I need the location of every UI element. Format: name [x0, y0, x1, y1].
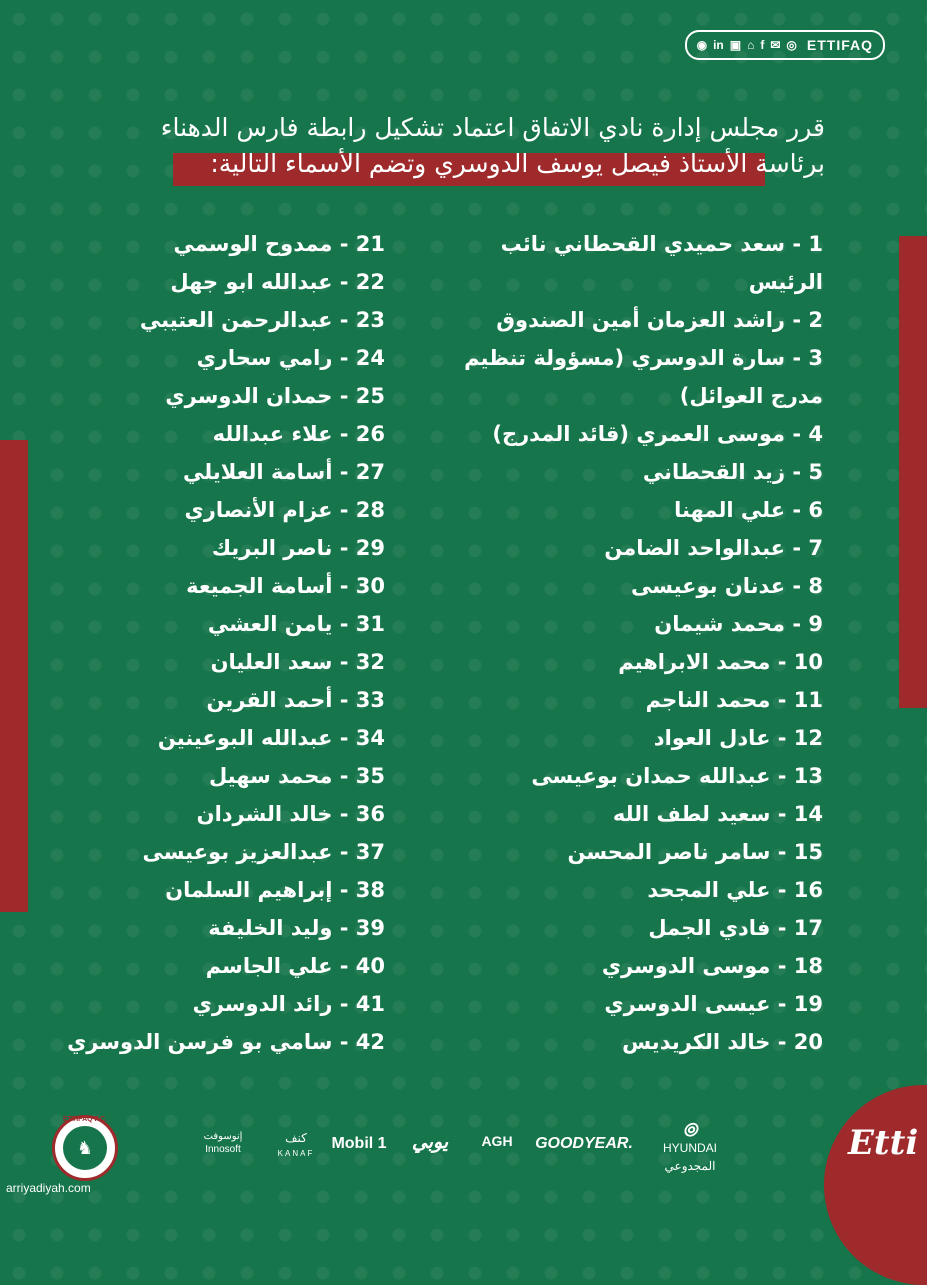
member-item: 19 - عيسى الدوسري	[604, 992, 823, 1016]
member-item: 32 - سعد العليان	[210, 650, 385, 674]
member-item: 20 - خالد الكريديس	[622, 1030, 823, 1054]
club-logo	[52, 1115, 118, 1181]
member-item: 10 - محمد الابراهيم	[618, 650, 823, 674]
member-item: 37 - عبدالعزيز بوعيسى	[142, 840, 385, 864]
agh-logo: AGH	[481, 1133, 513, 1149]
member-item: مدرج العوائل)	[679, 384, 823, 408]
innosoft-en: Innosoft	[205, 1144, 241, 1155]
brand-name: ETTIFAQ	[806, 37, 873, 53]
hyundai-ar: المجدوعي	[664, 1159, 716, 1173]
member-item: 26 - علاء عبدالله	[212, 422, 385, 446]
etti-logo-text: Etti	[848, 1123, 919, 1163]
member-item: 4 - موسى العمري (قائد المدرج)	[492, 422, 823, 446]
club-logo-text: ETTIFAQ F.C.	[63, 1116, 107, 1123]
horse-icon: ♞	[63, 1126, 107, 1170]
member-item: 18 - موسى الدوسري	[601, 954, 823, 978]
location-icon[interactable]: ◉	[696, 38, 708, 52]
member-item: 12 - عادل العواد	[653, 726, 823, 750]
member-item: 14 - سعيد لطف الله	[612, 802, 823, 826]
member-item: 16 - علي المجحد	[647, 878, 823, 902]
innosoft-logo	[188, 1130, 258, 1156]
member-item: 33 - أحمد القرين	[206, 688, 385, 712]
etti-badge	[824, 1085, 927, 1285]
members-list-left	[0, 225, 385, 1061]
member-item: 5 - زيد القحطاني	[642, 460, 823, 484]
member-item: 15 - سامر ناصر المحسن	[567, 840, 823, 864]
member-item: 13 - عبدالله حمدان بوعيسى	[531, 764, 823, 788]
dribbble-icon[interactable]: ◎	[786, 38, 797, 52]
member-item: 1 - سعد حميدي القحطاني نائب	[500, 232, 823, 256]
member-item: 8 - عدنان بوعيسى	[630, 574, 823, 598]
member-item: 3 - سارة الدوسري (مسؤولة تنظيم	[464, 346, 823, 370]
members-list-right	[423, 225, 823, 1061]
member-item: 31 - يامن العشي	[207, 612, 385, 636]
intro-line-2: برئاسة الأستاذ فيصل يوسف الدوسري وتضم الأسماء التالية:	[210, 149, 825, 178]
member-item: 27 - أسامة العلايلي	[183, 460, 385, 484]
member-item: 2 - راشد العزمان أمين الصندوق	[496, 308, 823, 332]
social-media-bar	[685, 30, 885, 60]
member-item: 17 - فادي الجمل	[648, 916, 823, 940]
member-item: 21 - ممدوح الوسمي	[173, 232, 385, 256]
facebook-icon[interactable]: f	[760, 38, 765, 52]
goodyear-logo: GOODYEAR.	[535, 1135, 633, 1152]
hyundai-logo	[644, 1121, 736, 1175]
intro-line-1: قرر مجلس إدارة نادي الاتفاق اعتماد تشكيل رابطة فارس الدهناء	[160, 113, 825, 142]
member-item: 22 - عبدالله ابو جهل	[170, 270, 385, 294]
member-item: 41 - رائد الدوسري	[192, 992, 385, 1016]
member-item: 11 - محمد الناجم	[645, 688, 823, 712]
instagram-icon[interactable]: ▣	[729, 38, 742, 52]
kanaf-en: KANAF	[277, 1149, 315, 1158]
member-item: 38 - إبراهيم السلمان	[165, 878, 385, 902]
kanaf-logo	[268, 1130, 324, 1162]
member-item: 9 - محمد شيمان	[654, 612, 823, 636]
member-item: 30 - أسامة الجميعة	[186, 574, 385, 598]
member-item: 36 - خالد الشردان	[196, 802, 385, 826]
member-item: 42 - سامي بو فرسن الدوسري	[67, 1030, 385, 1054]
member-item: الرئيس	[748, 270, 823, 294]
member-item: 34 - عبدالله البوعينين	[157, 726, 385, 750]
yobi-logo: يوبي	[411, 1132, 449, 1153]
member-item: 6 - علي المهنا	[674, 498, 823, 522]
mobil-logo: Mobil 1	[331, 1135, 387, 1152]
member-item: 23 - عبدالرحمن العتيبي	[139, 308, 385, 332]
source-credit: arriyadiyah.com	[6, 1181, 91, 1195]
right-red-stripe	[899, 236, 927, 708]
sponsors-footer	[0, 1085, 927, 1200]
twitter-icon[interactable]: ✉	[770, 38, 781, 52]
member-item: 29 - ناصر البريك	[211, 536, 385, 560]
member-item: 25 - حمدان الدوسري	[165, 384, 385, 408]
member-item: 7 - عبدالواحد الضامن	[604, 536, 823, 560]
member-item: 39 - وليد الخليفة	[208, 916, 385, 940]
snapchat-icon[interactable]: ⌂	[747, 38, 755, 52]
announcement-intro	[65, 110, 825, 182]
kanaf-ar: كنف	[285, 1131, 307, 1145]
member-item: 24 - رامي سحاري	[196, 346, 385, 370]
member-item: 28 - عزام الأنصاري	[184, 498, 385, 522]
linkedin-icon[interactable]: in	[713, 38, 724, 52]
innosoft-ar: إنوسوفت	[203, 1131, 243, 1142]
member-item: 40 - علي الجاسم	[205, 954, 385, 978]
hyundai-en: HYUNDAI	[662, 1141, 717, 1155]
hyundai-icon: ⦾	[682, 1120, 698, 1140]
member-item: 35 - محمد سهيل	[208, 764, 385, 788]
